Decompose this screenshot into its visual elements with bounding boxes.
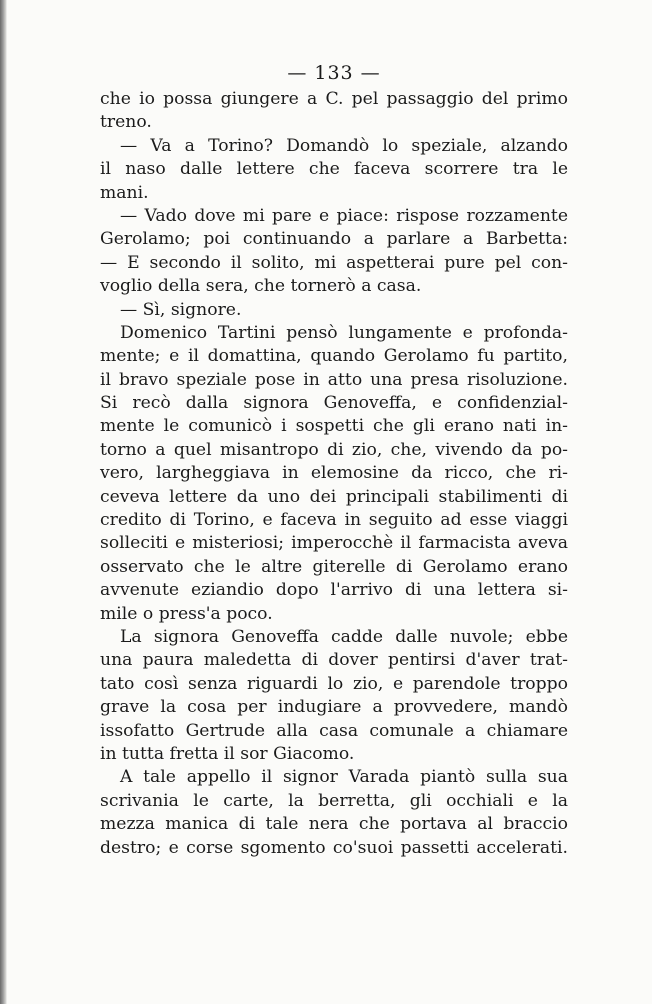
text-line: mani. — [100, 182, 149, 203]
text-line: voglio della sera, che tornerò a casa. — [100, 276, 422, 297]
text-line: Gerolamo; poi continuando a parlare a Barbetta: — [100, 229, 568, 250]
text-line: una paura maledetta di dover pentirsi d'aver trat- — [100, 650, 568, 671]
text-line: destro; e corse sgomento co'suoi passetti accelerati. — [100, 837, 568, 858]
text-line: treno. — [100, 112, 152, 133]
text-line: Domenico Tartini pensò lungamente e profonda- — [120, 322, 568, 343]
body-text — [100, 88, 568, 860]
text-line: credito di Torino, e faceva in seguito ad esse viaggi — [100, 510, 568, 531]
text-line: il bravo speziale pose in atto una presa risoluzione. — [100, 369, 568, 390]
text-line: — Va a Torino? Domandò lo speziale, alzando — [120, 135, 568, 156]
text-line: il naso dalle lettere che faceva scorrere tra le — [100, 159, 568, 180]
text-line: che io possa giungere a C. pel passaggio del primo — [100, 89, 568, 109]
text-line: issofatto Gertrude alla casa comunale a chiamare — [100, 720, 568, 741]
page-binding-edge — [0, 0, 7, 1004]
text-line: Si recò dalla signora Genoveffa, e confidenzial- — [100, 393, 568, 414]
text-line: mente le comunicò i sospetti che gli erano nati in- — [100, 416, 568, 437]
text-line: mile o press'a poco. — [100, 603, 273, 624]
text-line: — Sì, signore. — [120, 299, 242, 320]
text-line: — Vado dove mi pare e piace: rispose rozzamente — [120, 205, 568, 226]
text-line: in tutta fretta il sor Giacomo. — [100, 743, 355, 764]
text-line: tato così senza riguardi lo zio, e parendole troppo — [100, 673, 568, 694]
text-line: solleciti e misteriosi; imperocchè il farmacista aveva — [100, 533, 568, 554]
text-line: vero, largheggiava in elemosine da ricco, che ri- — [100, 463, 568, 484]
page-number: — 133 — — [287, 62, 381, 84]
text-line: grave la cosa per indugiare a provvedere, mandò — [100, 697, 568, 718]
text-line: ceveva lettere da uno dei principali stabilimenti di — [100, 486, 568, 507]
text-line: mente; e il domattina, quando Gerolamo fu partito, — [100, 346, 568, 367]
book-page — [100, 0, 568, 1004]
text-line: avvenute eziandio dopo l'arrivo di una lettera si- — [100, 580, 568, 601]
text-line: A tale appello il signor Varada piantò sulla sua — [120, 767, 568, 788]
text-line: scrivania le carte, la berretta, gli occhiali e la — [100, 790, 568, 811]
text-line: — E secondo il solito, mi aspetterai pure pel con- — [100, 252, 568, 273]
text-line: mezza manica di tale nera che portava al braccio — [100, 814, 568, 835]
text-line: osservato che le altre giterelle di Gerolamo erano — [100, 556, 568, 577]
text-line: La signora Genoveffa cadde dalle nuvole; ebbe — [120, 626, 568, 647]
text-line: torno a quel misantropo di zio, che, vivendo da po- — [100, 439, 568, 460]
